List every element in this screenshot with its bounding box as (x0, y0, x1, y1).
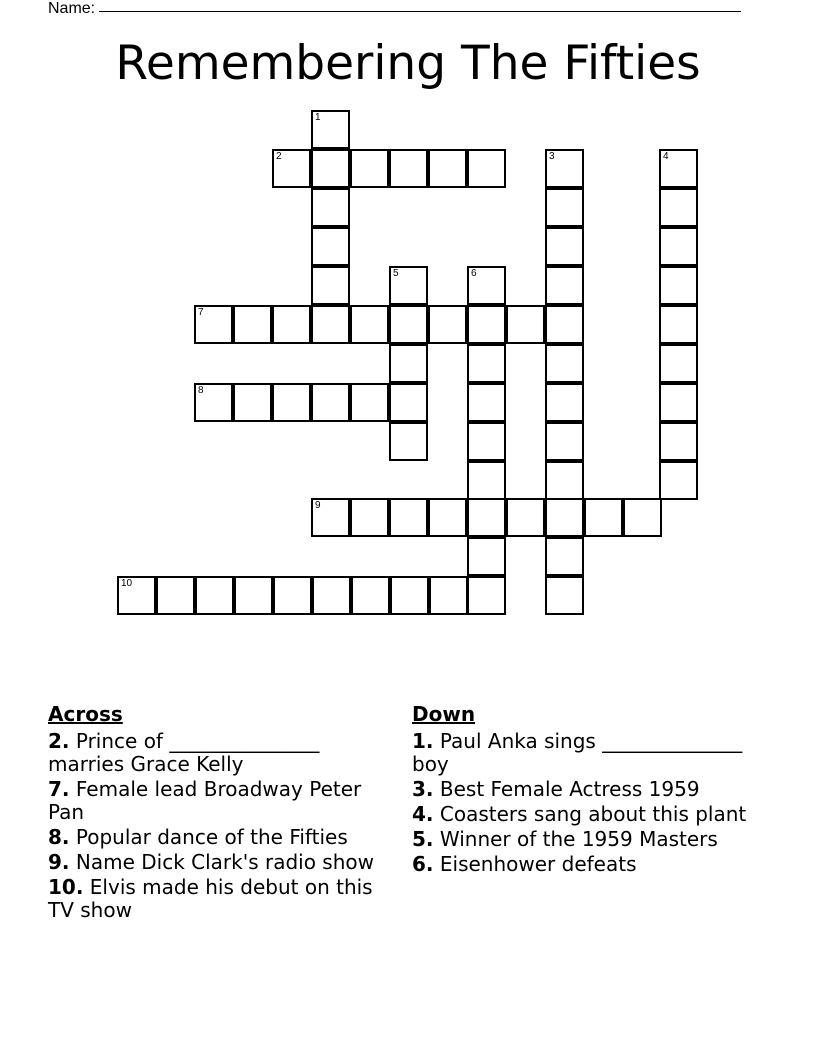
cell-number: 1 (315, 112, 321, 123)
clue-text: Name Dick Clark's radio show (75, 850, 374, 874)
clue-number: 10. (48, 875, 84, 899)
grid-cell[interactable] (545, 537, 584, 576)
grid-cell[interactable] (311, 188, 350, 227)
grid-cell[interactable] (467, 305, 506, 344)
grid-cell[interactable] (428, 498, 467, 537)
grid-cell[interactable] (545, 227, 584, 266)
clue-number: 6. (412, 852, 434, 876)
across-heading: Across (48, 702, 123, 726)
grid-cell[interactable] (350, 305, 389, 344)
clue-text: Female lead Broadway Peter Pan (48, 777, 362, 824)
clue-text: Prince of _______________ marries Grace Kelly (48, 729, 320, 776)
grid-cell[interactable] (506, 305, 545, 344)
grid-cell[interactable] (659, 344, 698, 383)
grid-cell[interactable] (234, 576, 273, 615)
grid-cell[interactable] (428, 305, 467, 344)
cell-number: 10 (121, 578, 133, 589)
clue-text: Elvis made his debut on this TV show (48, 875, 373, 922)
grid-cell[interactable] (311, 227, 350, 266)
grid-cell[interactable] (272, 149, 311, 188)
grid-cell[interactable] (350, 149, 389, 188)
grid-cell[interactable] (273, 576, 312, 615)
grid-cell[interactable] (545, 344, 584, 383)
grid-cell[interactable] (351, 576, 390, 615)
grid-cell[interactable] (311, 305, 350, 344)
grid-cell[interactable] (659, 227, 698, 266)
clue-number: 7. (48, 777, 70, 801)
clue-across-9 (48, 851, 398, 874)
grid-cell[interactable] (194, 305, 233, 344)
grid-cell[interactable] (467, 422, 506, 461)
across-clues (48, 702, 398, 924)
grid-cell[interactable] (467, 537, 506, 576)
grid-cell[interactable] (312, 576, 351, 615)
grid-cell[interactable] (659, 149, 698, 188)
grid-cell[interactable] (272, 305, 311, 344)
grid-cell[interactable] (233, 383, 272, 422)
clue-number: 1. (412, 729, 434, 753)
grid-cell[interactable] (350, 498, 389, 537)
clue-across-7 (48, 778, 398, 824)
grid-cell[interactable] (545, 461, 584, 500)
name-label: Name: (48, 0, 96, 17)
down-clues (412, 702, 752, 878)
clue-across-10 (48, 876, 398, 922)
grid-cell[interactable] (311, 383, 350, 422)
grid-cell[interactable] (545, 498, 584, 537)
cell-number: 2 (276, 151, 282, 162)
grid-cell[interactable] (390, 576, 429, 615)
clue-text: Coasters sang about this plant (439, 802, 747, 826)
grid-cell[interactable] (659, 305, 698, 344)
grid-cell[interactable] (311, 149, 350, 188)
grid-cell[interactable] (545, 188, 584, 227)
clue-down-3 (412, 778, 752, 801)
grid-cell[interactable] (429, 576, 468, 615)
cell-number: 5 (393, 268, 399, 279)
grid-cell[interactable] (389, 498, 428, 537)
clue-across-2 (48, 730, 398, 776)
clue-down-6 (412, 853, 752, 876)
clue-text: Paul Anka sings ______________ boy (412, 729, 743, 776)
grid-cell[interactable] (389, 344, 428, 383)
down-heading: Down (412, 702, 476, 726)
grid-cell[interactable] (195, 576, 234, 615)
clue-number: 5. (412, 827, 434, 851)
grid-cell[interactable] (389, 149, 428, 188)
grid-cell[interactable] (545, 149, 584, 188)
grid-cell[interactable] (584, 498, 623, 537)
puzzle-title: Remembering The Fifties (115, 36, 701, 91)
grid-cell[interactable] (467, 149, 506, 188)
grid-cell[interactable] (311, 266, 350, 305)
clue-text: Eisenhower defeats (439, 852, 637, 876)
clue-number: 8. (48, 825, 70, 849)
clue-down-4 (412, 803, 752, 826)
grid-cell[interactable] (659, 266, 698, 305)
clue-down-1 (412, 730, 752, 776)
clue-across-8 (48, 826, 398, 849)
grid-cell[interactable] (659, 383, 698, 422)
cell-number: 3 (549, 151, 555, 162)
grid-cell[interactable] (659, 461, 698, 500)
grid-cell[interactable] (545, 305, 584, 344)
grid-cell[interactable] (428, 149, 467, 188)
grid-cell[interactable] (311, 498, 350, 537)
cell-number: 7 (198, 307, 204, 318)
grid-cell[interactable] (545, 266, 584, 305)
grid-cell[interactable] (506, 498, 545, 537)
clue-number: 2. (48, 729, 70, 753)
grid-cell[interactable] (659, 188, 698, 227)
grid-cell[interactable] (389, 422, 428, 461)
grid-cell[interactable] (233, 305, 272, 344)
grid-cell[interactable] (156, 576, 195, 615)
grid-cell[interactable] (389, 305, 428, 344)
clue-number: 9. (48, 850, 70, 874)
grid-cell[interactable] (467, 266, 506, 305)
grid-cell[interactable] (623, 498, 662, 537)
grid-cell[interactable] (311, 110, 350, 149)
grid-cell[interactable] (467, 461, 506, 500)
grid-cell[interactable] (467, 498, 506, 537)
grid-cell[interactable] (467, 344, 506, 383)
grid-cell[interactable] (545, 422, 584, 461)
cell-number: 9 (315, 500, 321, 511)
grid-cell[interactable] (389, 383, 428, 422)
grid-cell[interactable] (545, 576, 584, 615)
grid-cell[interactable] (117, 576, 156, 615)
grid-cell[interactable] (272, 383, 311, 422)
grid-cell[interactable] (659, 422, 698, 461)
clue-number: 4. (412, 802, 434, 826)
grid-cell[interactable] (467, 576, 506, 615)
cell-number: 4 (663, 151, 669, 162)
cell-number: 6 (471, 268, 477, 279)
clue-number: 3. (412, 777, 434, 801)
grid-cell[interactable] (467, 383, 506, 422)
clue-text: Winner of the 1959 Masters (439, 827, 718, 851)
clue-text: Best Female Actress 1959 (439, 777, 700, 801)
cell-number: 8 (198, 385, 204, 396)
grid-cell[interactable] (545, 383, 584, 422)
grid-cell[interactable] (350, 383, 389, 422)
grid-cell[interactable] (194, 383, 233, 422)
grid-cell[interactable] (389, 266, 428, 305)
clue-text: Popular dance of the Fifties (75, 825, 348, 849)
clue-down-5 (412, 828, 752, 851)
